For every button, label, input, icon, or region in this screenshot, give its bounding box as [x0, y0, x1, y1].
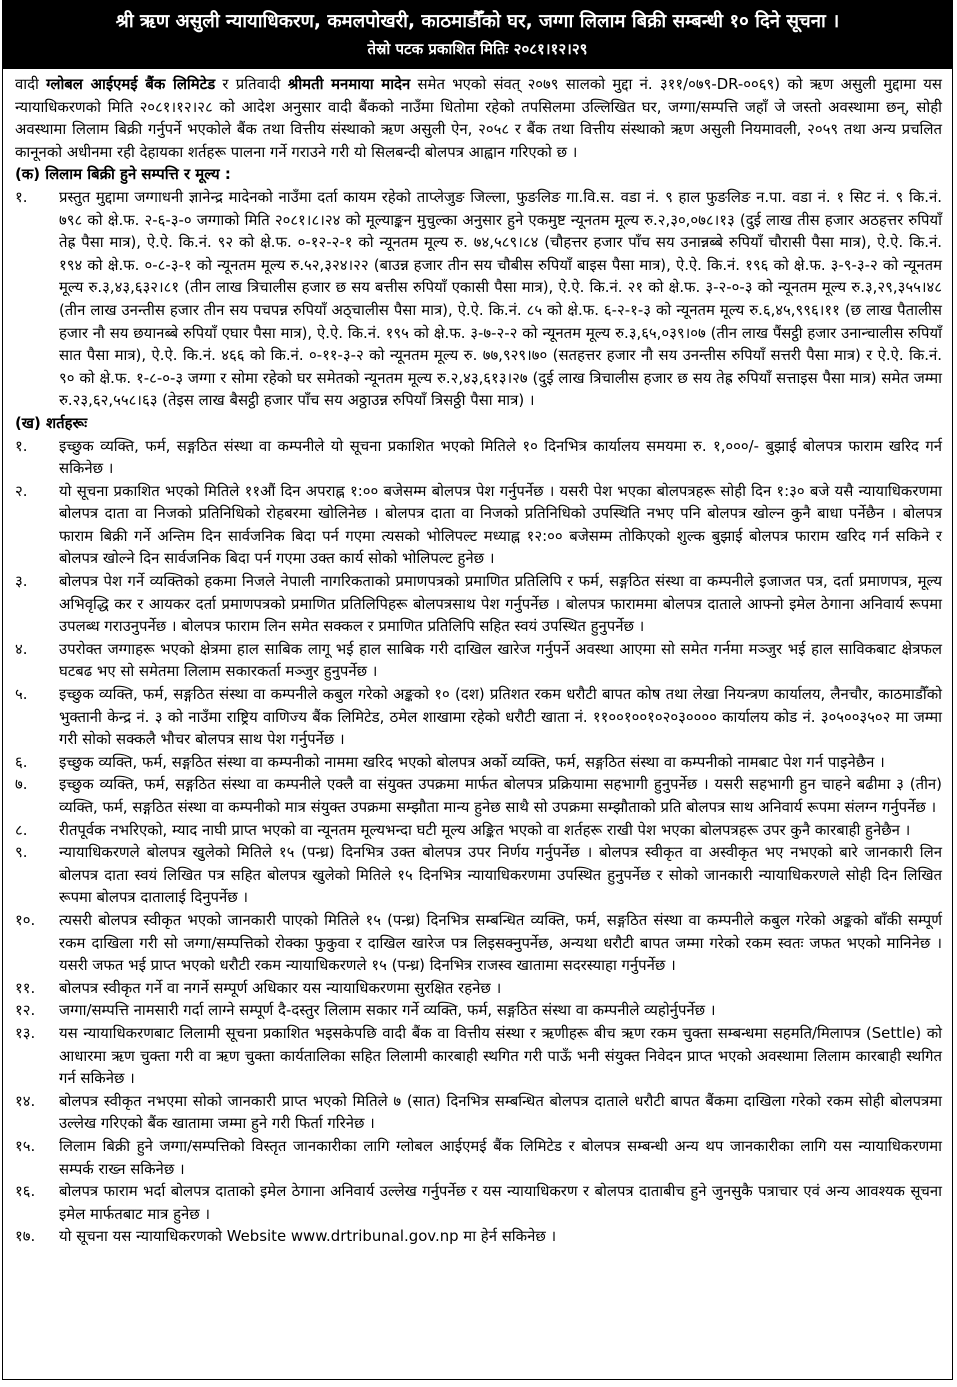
conditions-list: [15, 435, 942, 1248]
condition-item: [15, 683, 942, 751]
item-text: इच्छुक व्यक्ति, फर्म, सङ्गठित संस्था वा कम्पनीको नाममा खरिद भएको बोलपत्र अर्को व्यक्ति, फर्म, सङ्गठित संस्था वा कम्पनीको नामबाट पेश गर्न पाइनेछैन ।: [59, 752, 885, 771]
condition-item: [15, 909, 942, 977]
notice-header: [3, 1, 952, 69]
item-number: १७.: [15, 1227, 36, 1246]
item-number: २.: [15, 481, 28, 500]
condition-item: [15, 977, 942, 1000]
defendant-name: श्रीमती मनमाया मादेन: [287, 75, 411, 93]
condition-item: [15, 773, 942, 818]
item-number: १६.: [15, 1182, 36, 1201]
condition-item: [15, 1225, 942, 1248]
condition-item: [15, 999, 942, 1022]
property-item: [15, 186, 942, 412]
item-text: इच्छुक व्यक्ति, फर्म, सङ्गठित संस्था वा कम्पनीले एक्लै वा संयुक्त उपक्रमा मार्फत बोलपत्र प्रक्रियामा सहभागी हुनुपर्नेछ । यसरी सहभागी हुन चाहने बढीमा ३ (तीन) व्यक्ति, फर्म, सङ्गठित संस्था वा कम्पनीको मात्र संयुक्त उपक्रमा सम्झौता मान्य हुनेछ साथै सो उपक्रमा सम्झौताको प्रति बोलपत्र साथ अनिवार्य रूपमा संलग्न गर्नुपर्नेछ ।: [59, 775, 942, 816]
item-text: न्यायाधिकरणले बोलपत्र खुलेको मितिले १५ (पन्ध्र) दिनभित्र उक्त बोलपत्र उपर निर्णय गर्नुपर्नेछ । बोलपत्र स्वीकृत वा अस्वीकृत भए नभएको बारे जानकारी लिन बोलपत्र दाता स्वयं लिखित पत्र सहित बोलपत्र खुलेको मितिले १५ दिनभित्र न्यायाधिकरणमा उपस्थित हुनुपर्नेछ र सोको जानकारी न्यायाधिकरणले सोही दिन लिखित रूपमा बोलपत्र दातालाई दिनुपर्नेछ ।: [59, 843, 942, 907]
item-number: ४.: [15, 639, 28, 658]
intro-text-start: वादी: [15, 75, 47, 93]
condition-item: [15, 1022, 942, 1090]
item-text: जग्गा/सम्पत्ति नामसारी गर्दा लाग्ने सम्पूर्ण दै-दस्तुर लिलाम सकार गर्ने व्यक्ति, फर्म, सङ्गठित संस्था वा कम्पनीले व्यहोर्नुपर्नेछ ।: [59, 1001, 716, 1020]
condition-item: [15, 638, 942, 683]
item-text: प्रस्तुत मुद्दामा जग्गाधनी ज्ञानेन्द्र मादेनको नाउँमा दर्ता कायम रहेको ताप्लेजुङ जिल्ला, फुङलिङ गा.वि.स. वडा नं. ९ हाल फुङलिङ न.पा. वडा नं. १ सिट नं. ९ कि.नं. ७९८ को क्षे.फ. २-६-३-० जग्गाको मिति २०८१।८।२४ को मूल्याङ्कन मुचुल्का अनुसार हुने एकमुष्ट न्यूनतम मूल्य रु.२,३०,०७८।१३ (दुई लाख तीस हजार अठहत्तर रुपियाँ तेह्र पैसा मात्र), ऐ.ऐ. कि.नं. ९२ को क्षे.फ. ०-१२-२-१ को न्यूनतम मूल्य रु. ७४,५८९।८४ (चौहत्तर हजार पाँच सय उनान्नब्बे रुपियाँ चौरासी पैसा मात्र), ऐ.ऐ. कि.नं. १९४ को क्षे.फ. ०-८-३-१ को न्यूनतम मूल्य रु.५२,३२४।२२ (बाउन्न हजार तीन सय चौबीस रुपियाँ बाइस पैसा मात्र), ऐ.ऐ. कि.नं. १९६ को क्षे.फ. ३-९-३-२ को न्यूनतम मूल्य रु.३,४३,६३२।८१ (तीन लाख त्रिचालीस हजार छ सय बत्तीस रुपियाँ एकासी पैसा मात्र), ऐ.ऐ. कि.नं. २१ को क्षे.फ. ३-२-०-३ को न्यूनतम मूल्य रु.३,२९,३५५।४८ (तीन लाख उनन्तीस हजार तीन सय पचपन्न रुपियाँ अठ्चालीस पैसा मात्र), ऐ.ऐ. कि.नं. ८५ को क्षे.फ. ६-२-१-३ को न्यूनतम मूल्य रु.६,४५,९९६।११ (छ लाख पैतालीस हजार नौ सय छयानब्बे रुपियाँ एघार पैसा मात्र), ऐ.ऐ. कि.नं. १९५ को क्षे.फ. ३-७-२-२ को न्यूनतम मूल्य रु.३,६५,०३९।०७ (तीन लाख पैंसट्ठी हजार उनान्चालीस रुपियाँ सात पैसा मात्र), ऐ.ऐ. कि.नं. ४६६ को कि.नं. ०-११-३-२ को न्यूनतम मूल्य रु. ७७,९२९।७० (सतहत्तर हजार नौ सय उनन्तीस रुपियाँ सत्तरी पैसा मात्र) र ऐ.ऐ. कि.नं. ९० को क्षे.फ. १-८-०-३ जग्गा र सोमा रहेको घर समेतको न्यूनतम मूल्य रु.२,४३,६१३।२७ (दुई लाख त्रिचालीस हजार छ सय तेह्र रुपियाँ सत्ताइस पैसा मात्र) समेत जम्मा रु.२३,६२,५५८।६३ (तेइस लाख बैसट्ठी हजार पाँच सय अठ्ठाउन्न रुपियाँ त्रिसठ्ठी पैसा मात्र) ।: [59, 187, 942, 410]
condition-item: [15, 819, 942, 842]
item-number: ११.: [15, 978, 36, 997]
item-text: इच्छुक व्यक्ति, फर्म, सङ्गठित संस्था वा कम्पनीले कबुल गरेको अङ्कको १० (दश) प्रतिशत रकम धरौटी बापत कोष तथा लेखा नियन्त्रण कार्यालय, लैनचौर, काठमाडौँको भुक्तानी केन्द्र नं. ३ को नाउँमा राष्ट्रिय वाणिज्य बैंक लिमिटेड, ठमेल शाखामा रहेको धरौटी खाता नं. ११००१००१०२०३०००० कार्यालय कोड नं. ३०५००३५०२ मा जम्मा गरी सोको सक्कलै भौचर बोलपत्र साथ पेश गर्नुपर्नेछ ।: [59, 685, 942, 749]
condition-item: [15, 1135, 942, 1180]
intro-paragraph: [15, 73, 942, 163]
item-number: १.: [15, 187, 28, 206]
item-number: १४.: [15, 1091, 36, 1110]
plaintiff-name: ग्लोबल आईएमई बैंक लिमिटेड: [46, 75, 216, 93]
item-text: बोलपत्र स्वीकृत नभएमा सोको जानकारी प्राप्त भएको मितिले ७ (सात) दिनभित्र सम्बन्धित बोलपत्र दाताले धरौटी बापत बैंकमा दाखिला गरेको रकम सोही बोलपत्रमा उल्लेख गरिएको बैंक खातामा जम्मा हुने गरी फिर्ता गरिनेछ ।: [59, 1091, 942, 1133]
condition-item: [15, 1090, 942, 1135]
item-number: १२.: [15, 1001, 36, 1020]
item-text: यस न्यायाधिकरणबाट लिलामी सूचना प्रकाशित भइसकेपछि वादी बैंक वा वित्तीय संस्था र ऋणीहरू बीच ऋण रकम चुक्ता सम्बन्धमा सहमति/मिलापत्र (Settle) को आधारमा ऋण चुक्ता गरी वा ऋण चुक्ता कार्यतालिका सहित लिलामी कारबाही स्थगित गरी पाऊँ भनी संयुक्त निवेदन प्राप्त भएको अवस्थामा लिलाम कारबाही स्थगित गर्न सकिनेछ ।: [59, 1023, 942, 1088]
item-number: ३.: [15, 572, 28, 591]
condition-item: [15, 841, 942, 909]
item-number: ७.: [15, 775, 28, 794]
notice-title: श्री ऋण असुली न्यायाधिकरण, कमलपोखरी, काठमाडौँको घर, जग्गा लिलाम बिक्री सम्बन्धी १० दिने सूचना ।: [115, 11, 840, 32]
item-text: त्यसरी बोलपत्र स्वीकृत भएको जानकारी पाएको मितिले १५ (पन्ध्र) दिनभित्र सम्बन्धित व्यक्ति, फर्म, सङ्गठित संस्था वा कम्पनीले कबुल गरेको अङ्कको बाँकी सम्पूर्ण रकम दाखिला गरी सो जग्गा/सम्पत्तिको रोक्का फुकुवा र दाखिल खारेज पत्र लिइसक्नुपर्नेछ, अन्यथा धरौटी बापत जम्मा गरेको रकम स्वतः जफत भएको मानिनेछ । यसरी जफत भई प्राप्त भएको धरौटी रकम न्यायाधिकरणले १५ (पन्ध्र) दिनभित्र राजस्व खातामा सदरस्याहा गर्नुपर्नेछ ।: [59, 910, 942, 975]
item-text: बोलपत्र फाराम भर्दा बोलपत्र दाताको इमेल ठेगाना अनिवार्य उल्लेख गर्नुपर्नेछ र यस न्यायाधिकरण र बोलपत्र दाताबीच हुने जुनसुकै पत्राचार एवं अन्य आवश्यक सूचना इमेल मार्फतबाट मात्र हुनेछ ।: [59, 1182, 942, 1223]
item-number: १०.: [15, 910, 36, 929]
condition-item: [15, 1180, 942, 1225]
item-text: इच्छुक व्यक्ति, फर्म, सङ्गठित संस्था वा कम्पनीले यो सूचना प्रकाशित भएको मितिले १० दिनभित्र कार्यालय समयमा रु. १,०००/- बुझाई बोलपत्र फाराम खरिद गर्न सकिनेछ ।: [59, 436, 942, 478]
item-text: रीतपूर्वक नभरिएको, म्याद नाघी प्राप्त भएको वा न्यूनतम मूल्यभन्दा घटी मूल्य अङ्कित भएको वा शर्तहरू राखी पेश भएका बोलपत्रहरू उपर कुनै कारबाही हुनेछैन ।: [59, 820, 911, 839]
intro-text-rest: समेत भएको संवत् २०७९ सालको मुद्दा नं. ३११/०७९-DR-००६९) को ऋण असुली मुद्दामा यस न्यायाधिकरणको मिति २०८१।१२।२८ को आदेश अनुसार वादी बैंकको नाउँमा धितोमा रहेको तपसिलमा उल्लिखित घर, जग्गा/सम्पत्ति जहाँ जे जस्तो अवस्थामा छन्, सोही अवस्थामा लिलाम बिक्री गर्नुपर्ने भएकोले बैंक तथा वित्तीय संस्थाको ऋण असुली ऐन, २०५८ र बैंक तथा वित्तीय संस्थाको ऋण असुली नियमावली, २०५९ तथा अन्य प्रचलित कानूनको अधीनमा रही देहायका शर्तहरू पालना गर्ने गराउने गरी यो सिलबन्दी बोलपत्र आह्वान गरिएको छ ।: [15, 75, 942, 161]
item-number: १.: [15, 436, 28, 455]
section-a-heading: (क) लिलाम बिक्री हुने सम्पत्ति र मूल्य :: [15, 165, 231, 184]
item-number: ९.: [15, 843, 28, 862]
item-text: यो सूचना प्रकाशित भएको मितिले ११औं दिन अपराह्न १:०० बजेसम्म बोलपत्र पेश गर्नुपर्नेछ । यसरी पेश भएका बोलपत्रहरू सोही दिन १:३० बजे यसै न्यायाधिकरणमा बोलपत्र दाता वा निजको प्रतिनिधिको रोहबरमा खोलिनेछ । बोलपत्र दाता वा निजको प्रतिनिधिको उपस्थिति नभए पनि बोलपत्र खोल्न कुनै बाधा पर्नेछैन । बोलपत्र फाराम बिक्री गर्ने अन्तिम दिन सार्वजनिक बिदा पर्न गएमा त्यसको भोलिपल्ट मध्याह्न १२:०० बजेसम्म तोकिएको शुल्क बुझाई बोलपत्र फाराम खरिद गर्न सकिने र बोलपत्र खोल्ने दिन सार्वजनिक बिदा पर्न गएमा उक्त कार्य सोको भोलिपल्ट हुनेछ ।: [59, 481, 942, 568]
item-number: १३.: [15, 1023, 36, 1042]
condition-item: [15, 570, 942, 638]
item-number: ५.: [15, 685, 28, 704]
item-text: उपरोक्त जग्गाहरू भएको क्षेत्रमा हाल साबिक लागू भई हाल साबिक गरी दाखिल खारेज गर्नुपर्ने अवस्था आएमा सो समेत गर्नमा मञ्जुर भई हाल साविकबाट क्षेत्रफल घटबढ भए सो समेतमा लिलाम सकारकर्ता मञ्जुर हुनुपर्नेछ ।: [59, 639, 942, 681]
item-number: ६.: [15, 752, 28, 771]
item-text: बोलपत्र स्वीकृत गर्ने वा नगर्ने सम्पूर्ण अधिकार यस न्यायाधिकरणमा सुरक्षित रहनेछ ।: [59, 978, 502, 997]
intro-text-mid: र प्रतिवादी: [215, 75, 288, 93]
item-text: लिलाम बिक्री हुने जग्गा/सम्पत्तिको विस्तृत जानकारीका लागि ग्लोबल आईएमई बैंक लिमिटेड र बोलपत्र सम्बन्धी अन्य थप जानकारीका लागि यस न्यायाधिकरणमा सम्पर्क राख्न सकिनेछ ।: [59, 1136, 942, 1178]
publication-date: तेस्रो पटक प्रकाशित मितिः २०८१।१२।२९: [367, 40, 588, 58]
auction-notice: [2, 0, 953, 1380]
condition-item: [15, 751, 942, 774]
item-text: यो सूचना यस न्यायाधिकरणको Website www.drtribunal.gov.np मा हेर्न सकिनेछ ।: [59, 1227, 557, 1246]
item-number: ८.: [15, 820, 28, 839]
section-b-heading: (ख) शर्तहरूः: [15, 413, 88, 432]
item-number: १५.: [15, 1136, 36, 1155]
notice-body: [3, 69, 952, 1248]
condition-item: [15, 480, 942, 570]
item-text: बोलपत्र पेश गर्ने व्यक्तिको हकमा निजले नेपाली नागरिकताको प्रमाणपत्रको प्रमाणित प्रतिलिपि र फर्म, सङ्गठित संस्था वा कम्पनीले इजाजत पत्र, दर्ता प्रमाणपत्र, मूल्य अभिवृद्धि कर र आयकर दर्ता प्रमाणपत्रको प्रमाणित प्रतिलिपिहरू बोलपत्रसाथ पेश गर्नुपर्नेछ । बोलपत्र फाराममा बोलपत्र दाताले आफ्नो इमेल ठेगाना अनिवार्य रूपमा उपलब्ध गराउनुपर्नेछ । बोलपत्र फाराम लिन समेत सक्कल र प्रमाणित प्रतिलिपि सहित स्वयं उपस्थित हुनुपर्नेछ ।: [59, 572, 942, 636]
condition-item: [15, 435, 942, 480]
